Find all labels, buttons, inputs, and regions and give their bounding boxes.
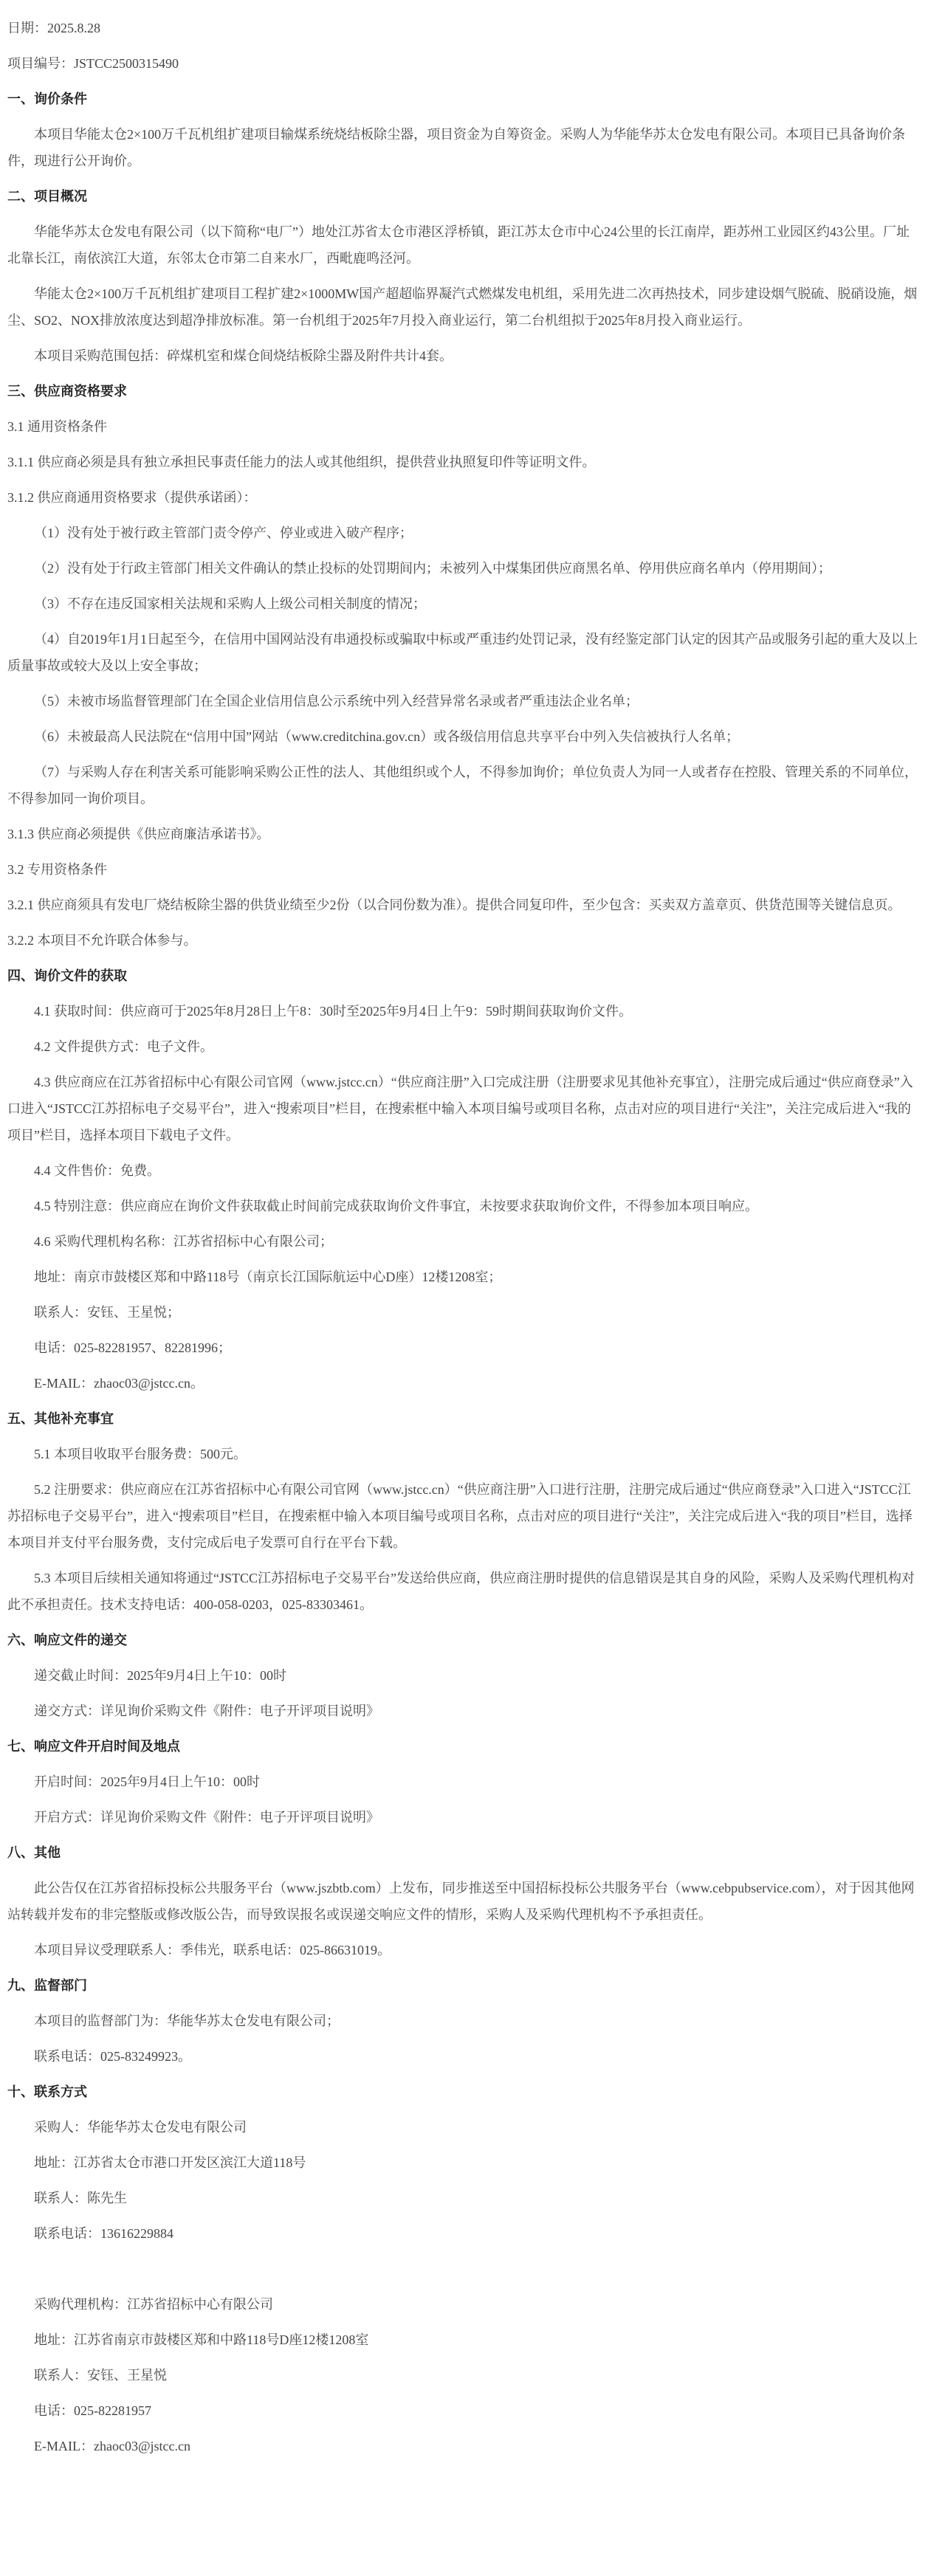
- section-heading: 七、响应文件开启时间及地点: [7, 1739, 180, 1754]
- paragraph-spacer: [7, 2256, 922, 2282]
- paragraph: 此公告仅在江苏省招标投标公共服务平台（www.jszbtb.com）上发布，同步推送至中国招标投标公共服务平台（www.cebpubservice.com），对于因其他网站转载并发布的非完整版或修改版公告，而导致误报名或误递交响应文件的情形，采购人及采购代理机构不予承担责任。: [7, 1881, 915, 1922]
- date-line: 日期：2025.8.28: [7, 21, 100, 35]
- paragraph: 联系人：安钰、王星悦；: [34, 1305, 180, 1320]
- paragraph: 采购代理机构：江苏省招标中心有限公司: [34, 2297, 273, 2312]
- paragraph: 开启方式：详见询价采购文件《附件：电子开评项目说明》: [34, 1810, 379, 1825]
- paragraph: 4.2 文件提供方式：电子文件。: [34, 1039, 213, 1054]
- paragraph: 地址：江苏省太仓市港口开发区滨江大道118号: [34, 2155, 306, 2170]
- paragraph: E-MAIL：zhaoc03@jstcc.cn: [34, 2439, 191, 2453]
- paragraph: （2）没有处于行政主管部门相关文件确认的禁止投标的处罚期间内；未被列入中煤集团供应商黑名单、停用供应商名单内（停用期间）；: [34, 561, 831, 576]
- paragraph: 电话：025-82281957、82281996；: [34, 1340, 231, 1355]
- paragraph: （7）与采购人存在利害关系可能影响采购公正性的法人、其他组织或个人，不得参加询价；单位负责人为同一人或者存在控股、管理关系的不同单位，不得参加同一询价项目。: [7, 765, 918, 806]
- paragraph: 联系人：安钰、王星悦: [34, 2368, 167, 2383]
- paragraph: 3.1.3 供应商必须提供《供应商廉洁承诺书》。: [7, 827, 270, 841]
- paragraph: 4.3 供应商应在江苏省招标中心有限公司官网（www.jstcc.cn）“供应商注册”入口完成注册（注册要求见其他补充事宜），注册完成后通过“供应商登录”入口进入“JSTCC江苏招标电子交易平台”，进入“搜索项目”栏目，在搜索框中输入本项目编号或项目名称，点击对应的项目进行“关注”，关注完成后进入“我的项目”栏目，选择本项目下载电子文件。: [7, 1075, 913, 1143]
- paragraph: 本项目采购范围包括：碎煤机室和煤仓间烧结板除尘器及附件共计4套。: [34, 348, 453, 363]
- paragraph: （1）没有处于被行政主管部门责令停产、停业或进入破产程序；: [34, 526, 413, 540]
- paragraph: 3.1.2 供应商通用资格要求（提供承诺函）：: [7, 490, 257, 505]
- paragraph: （3）不存在违反国家相关法规和采购人上级公司相关制度的情况；: [34, 596, 426, 611]
- paragraph: 联系电话：13616229884: [34, 2226, 173, 2241]
- paragraph: 华能华苏太仓发电有限公司（以下简称“电厂”）地处江苏省太仓市港区浮桥镇，距江苏太仓市中心24公里的长江南岸，距苏州工业园区约43公里。厂址北靠长江，南依滨江大道，东邻太仓市第二自来水厂，西毗鹿鸣泾河。: [7, 224, 910, 266]
- section-heading: 八、其他: [7, 1845, 61, 1860]
- paragraph: E-MAIL：zhaoc03@jstcc.cn。: [34, 1376, 204, 1391]
- project-number-line: 项目编号：JSTCC2500315490: [7, 56, 179, 71]
- paragraph: 3.2.1 供应商须具有发电厂烧结板除尘器的供货业绩至少2份（以合同份数为准）。提供合同复印件，至少包含：买卖双方盖章页、供货范围等关键信息页。: [7, 898, 901, 912]
- section-heading: 一、询价条件: [7, 92, 87, 106]
- paragraph: （5）未被市场监督管理部门在全国企业信用信息公示系统中列入经营异常名录或者严重违法企业名单；: [34, 694, 639, 709]
- paragraph: 开启时间：2025年9月4日上午10：00时: [34, 1774, 260, 1789]
- paragraph: 4.5 特别注意：供应商应在询价文件获取截止时间前完成获取询价文件事宜，未按要求获取询价文件，不得参加本项目响应。: [34, 1199, 758, 1213]
- paragraph: 3.2 专用资格条件: [7, 862, 107, 877]
- paragraph: 本项目异议受理联系人：季伟光，联系电话：025-86631019。: [34, 1943, 391, 1957]
- paragraph: 4.6 采购代理机构名称：江苏省招标中心有限公司；: [34, 1234, 333, 1249]
- paragraph: 3.1 通用资格条件: [7, 419, 107, 434]
- paragraph: 3.2.2 本项目不允许联合体参与。: [7, 933, 197, 948]
- document-body: [7, 86, 922, 2459]
- paragraph: 联系人：陈先生: [34, 2191, 127, 2205]
- paragraph: （4）自2019年1月1日起至今，在信用中国网站没有串通投标或骗取中标或严重违约处罚记录，没有经鉴定部门认定的因其产品或服务引起的重大及以上质量事故或较大及以上安全事故；: [7, 632, 918, 673]
- paragraph: （6）未被最高人民法院在“信用中国”网站（www.creditchina.gov.cn）或各级信用信息共享平台中列入失信被执行人名单；: [34, 729, 740, 744]
- paragraph: 本项目华能太仓2×100万千瓦机组扩建项目输煤系统烧结板除尘器，项目资金为自筹资金。采购人为华能华苏太仓发电有限公司。本项目已具备询价条件，现进行公开询价。: [7, 127, 906, 168]
- paragraph: 电话：025-82281957: [34, 2403, 151, 2418]
- section-heading: 九、监督部门: [7, 1978, 87, 1993]
- paragraph: 3.1.1 供应商必须是具有独立承担民事责任能力的法人或其他组织，提供营业执照复印件等证明文件。: [7, 455, 596, 469]
- paragraph: 5.1 本项目收取平台服务费：500元。: [34, 1447, 247, 1461]
- paragraph: 联系电话：025-83249923。: [34, 2049, 191, 2064]
- section-heading: 二、项目概况: [7, 189, 87, 204]
- paragraph: 5.2 注册要求：供应商应在江苏省招标中心有限公司官网（www.jstcc.cn）“供应商注册”入口进行注册，注册完成后通过“供应商登录”入口进入“JSTCC江苏招标电子交易平台”，进入“搜索项目”栏目，在搜索框中输入本项目编号或项目名称，点击对应的项目进行“关注”，关注完成后进入“我的项目”栏目，选择本项目并支付平台服务费，支付完成后电子发票可自行在平台下载。: [7, 1482, 912, 1550]
- section-heading: 四、询价文件的获取: [7, 968, 127, 983]
- paragraph: 华能太仓2×100万千瓦机组扩建项目工程扩建2×1000MW国产超超临界凝汽式燃煤发电机组，采用先进二次再热技术，同步建设烟气脱硫、脱硝设施，烟尘、SO2、NOX排放浓度达到超净排放标准。第一台机组于2025年7月投入商业运行，第二台机组拟于2025年8月投入商业运行。: [7, 286, 918, 328]
- section-heading: 三、供应商资格要求: [7, 384, 127, 399]
- paragraph: 4.4 文件售价：免费。: [34, 1163, 160, 1178]
- section-heading: 十、联系方式: [7, 2084, 87, 2099]
- section-heading: 六、响应文件的递交: [7, 1633, 127, 1647]
- paragraph: 地址：江苏省南京市鼓楼区郑和中路118号D座12楼1208室: [34, 2332, 369, 2347]
- paragraph: 地址：南京市鼓楼区郑和中路118号（南京长江国际航运中心D座）12楼1208室；: [34, 1270, 502, 1284]
- section-heading: 五、其他补充事宜: [7, 1411, 114, 1426]
- paragraph: 采购人：华能华苏太仓发电有限公司: [34, 2120, 247, 2135]
- paragraph: 本项目的监督部门为：华能华苏太仓发电有限公司；: [34, 2014, 340, 2028]
- paragraph: 4.1 获取时间：供应商可于2025年8月28日上午8：30时至2025年9月4日上午9：59时期间获取询价文件。: [34, 1004, 632, 1019]
- paragraph: 递交截止时间：2025年9月4日上午10：00时: [34, 1668, 286, 1683]
- paragraph: 5.3 本项目后续相关通知将通过“JSTCC江苏招标电子交易平台”发送给供应商，供应商注册时提供的信息错误是其自身的风险，采购人及采购代理机构对此不承担责任。技术支持电话：400-058-0203，025-83303461。: [7, 1571, 915, 1612]
- paragraph: 递交方式：详见询价采购文件《附件：电子开评项目说明》: [34, 1704, 379, 1718]
